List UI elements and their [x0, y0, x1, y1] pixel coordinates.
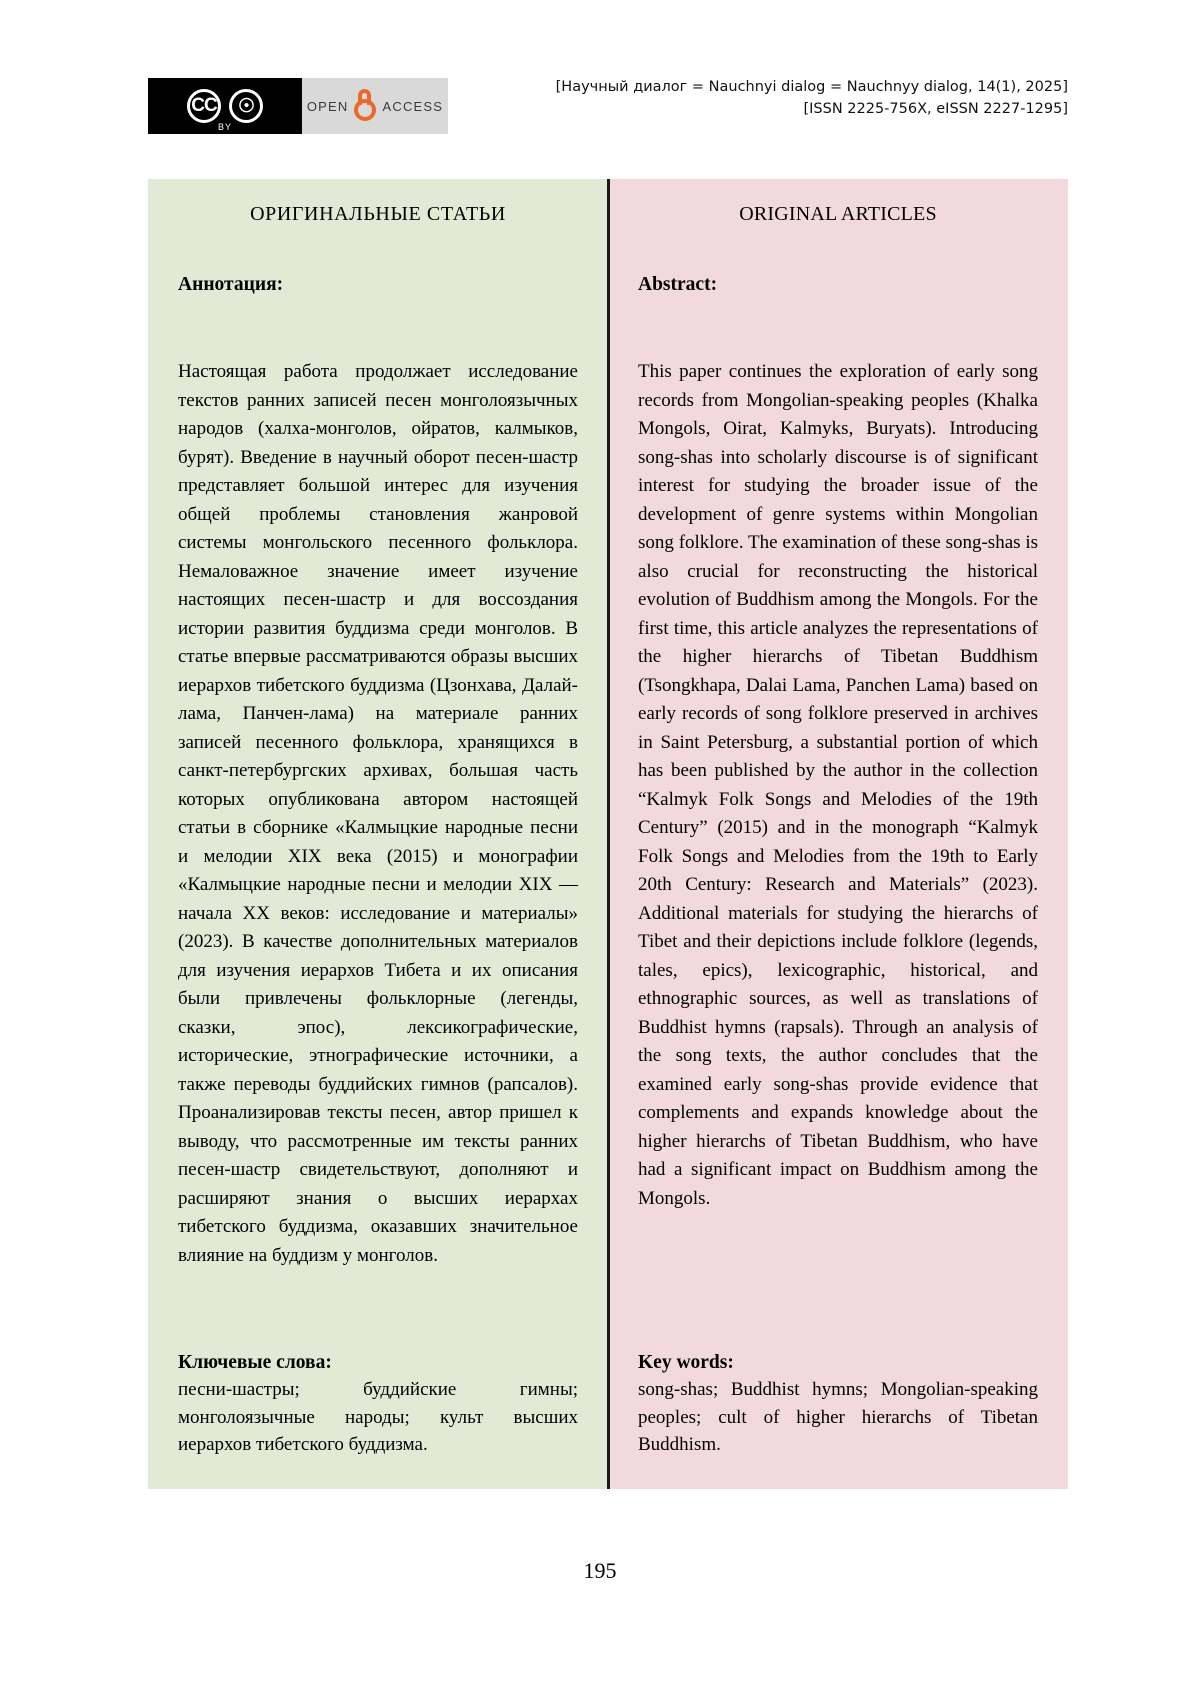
open-access-open-label: OPEN	[306, 98, 349, 114]
russian-abstract-text: Настоящая работа продолжает исследование текстов ранних записей песен монголоязычных народов (халха-монголов, ойратов, калмыков, бурят). Введение в научный оборот песен-шастр представляет большой интерес для изучения общей проблемы становления жанровой системы монгольского песенного фольклора. Немаловажное значение имеет изучение настоящих песен-шастр и для воссоздания истории развития буддизма среди монголов. В статье впервые рассматриваются образы высших иерархов тибетского буддизма (Цзонхава, Далай-лама, Панчен-лама) на материале ранних записей песенного фольклора, хранящихся в санкт-петербургских архивах, большая часть которых опубликована автором настоящей статьи в сборнике «Калмыцкие народные песни и мелодии XIX века (2015) и монографии «Калмыцкие народные песни и мелодии XIX — начала XX веков: исследование и материалы» (2023). В качестве дополнительных материалов для изучения иерархов Тибета и их описания были привлечены фольклорные (легенды, сказки, эпос), лексикографические, исторические, этнографические источники, а также переводы буддийских гимнов (рапсалов). Проанализировав тексты песен, автор пришел к выводу, что рассмотренные им тексты ранних песен-шастр свидетельствуют, дополняют и расширяют знания о высших иерархах тибетского буддизма, оказавших значительное влияние на буддизм у монголов.	[178, 361, 578, 1266]
cc-by-label: BY	[217, 122, 232, 132]
open-lock-icon	[354, 91, 376, 121]
english-keywords-label: Key words:	[638, 1352, 734, 1374]
russian-abstract-column	[148, 179, 608, 1489]
attribution-person-icon: ☉	[229, 89, 263, 123]
journal-title-line: [Научный диалог = Nauchnyi dialog = Nauchnyy dialog, 14(1), 2025]	[555, 79, 1068, 95]
journal-citation	[556, 76, 1068, 121]
page-number: 195	[583, 1558, 617, 1583]
open-access-access-label: ACCESS	[382, 98, 444, 114]
russian-keywords-label: Ключевые слова:	[178, 1352, 332, 1374]
english-abstract-label: Abstract:	[638, 274, 718, 295]
open-access-badge	[302, 78, 448, 134]
russian-section-heading: ОРИГИНАЛЬНЫЕ СТАТЬИ	[250, 203, 506, 225]
column-divider	[607, 179, 610, 1489]
russian-keywords-text: песни-шастры; буддийские гимны; монголоязычные народы; культ высших иерархов тибетского буддизма.	[178, 1379, 578, 1456]
russian-abstract-label: Аннотация:	[178, 274, 284, 295]
english-keywords-text: song-shas; Buddhist hymns; Mongolian-speaking peoples; cult of higher hierarchs of Tibetan Buddhism.	[638, 1379, 1038, 1456]
license-badges	[148, 78, 448, 134]
creative-commons-badge	[148, 78, 302, 134]
english-section-heading: ORIGINAL ARTICLES	[739, 203, 937, 225]
english-abstract-text: This paper continues the exploration of early song records from Mongolian-speaking peoples (Khalka Mongols, Oirat, Kalmyks, Buryats). Introducing song-shas into scholarly discourse is of significant interest for studying the broader issue of the development of genre systems within Mongolian song folklore. The examination of these song-shas is also crucial for reconstructing the historical evolution of Buddhism among the Mongols. For the first time, this article analyzes the representations of the higher hierarchs of Tibetan Buddhism (Tsongkhapa, Dalai Lama, Panchen Lama) based on early records of song folklore preserved in archives in Saint Petersburg, a substantial portion of which has been published by the author in the collection “Kalmyk Folk Songs and Melodies of the 19th Century” (2015) and in the monograph “Kalmyk Folk Songs and Melodies from the 19th to Early 20th Century: Research and Materials” (2023). Additional materials for studying the hierarchs of Tibet and their depictions include folklore (legends, tales, epics), lexicographic, historical, and ethnographic sources, as well as translations of Buddhist hymns (rapsals). Through an analysis of the song texts, the author concludes that the examined early song-shas provide evidence that complements and expands knowledge about the higher hierarchs of Tibetan Buddhism, who have had a significant impact on Buddhism among the Mongols.	[638, 361, 1038, 1209]
journal-issn-line: [ISSN 2225-756X, eISSN 2227-1295]	[803, 101, 1068, 118]
english-abstract-column	[608, 179, 1068, 1489]
creative-commons-icon: CC	[187, 89, 221, 123]
page-header	[148, 76, 1068, 142]
